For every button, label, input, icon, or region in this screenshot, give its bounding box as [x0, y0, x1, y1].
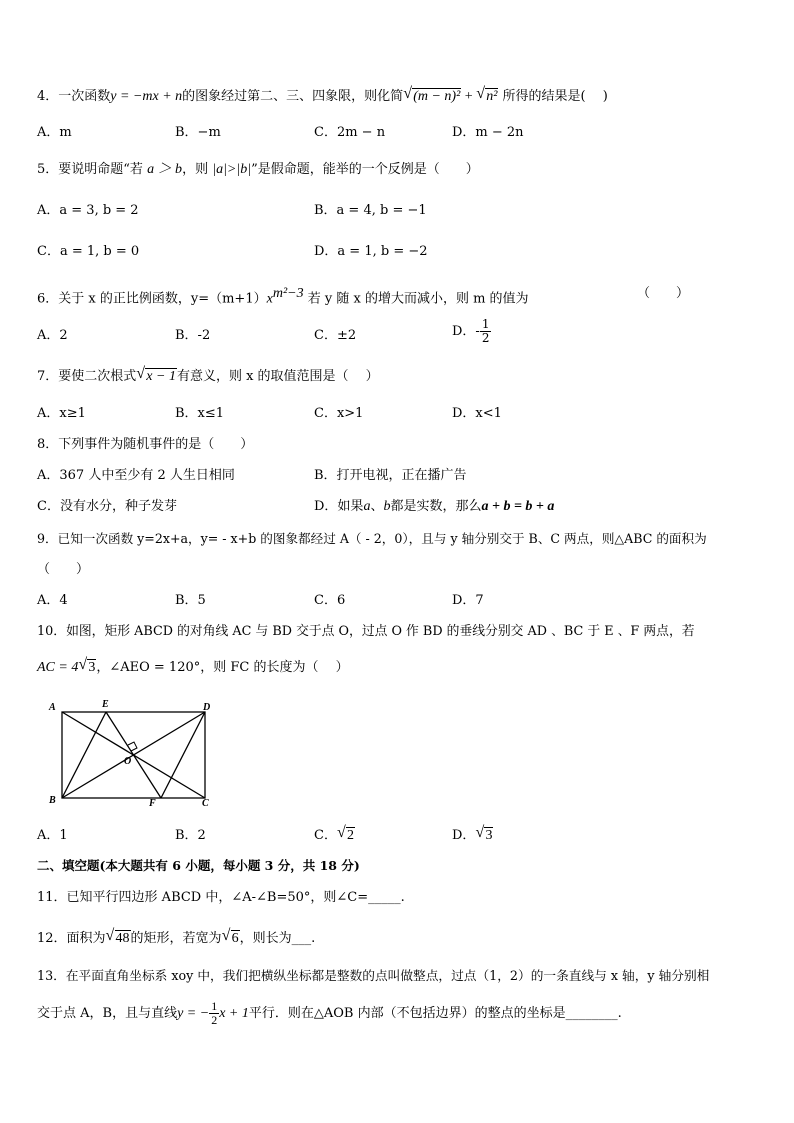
q10-rectangle-figure [40, 698, 220, 813]
q9-option-d: D．7 [452, 593, 484, 608]
label-o: O [124, 756, 132, 767]
q4-option-b: B．−m [175, 125, 221, 140]
q8-stem: 8．下列事件为随机事件的是（ ） [37, 437, 254, 452]
q10-line2-rest: ，∠AEO = 120°，则 FC 的长度为（ ） [96, 660, 349, 675]
q10-option-d-radical: √ 3 [475, 826, 493, 846]
q7-radical: √ x − 1 [136, 367, 177, 387]
q4-stem-c: 所得的结果是( ) [498, 89, 608, 104]
q6-option-d-fraction: $\frac{1}{2}$ [481, 317, 490, 345]
q6-power-exp: m²−3 [272, 286, 304, 301]
label-c: C [202, 798, 209, 809]
q7-option-c: C．x>1 [314, 406, 364, 421]
q8-option-d-sep: 、 [370, 499, 384, 514]
q13-fraction: $\frac{1}{2}$ [211, 999, 218, 1027]
label-b: B [49, 795, 56, 806]
q12-radical2: √ 6 [222, 929, 240, 949]
q6-option-d-label: D．- [452, 324, 480, 339]
q11-text: 11．已知平行四边形 ABCD 中，∠A-∠B=50°，则∠C=_____. [37, 890, 405, 905]
q12-stem-b: 的矩形，若宽为 [130, 931, 222, 946]
section2-title: 二、填空题(本大题共有 6 小题，每小题 3 分，共 18 分) [37, 858, 360, 873]
q6-option-b: B．-2 [175, 328, 211, 343]
q12-stem-a: 12．面积为 [37, 931, 106, 946]
q8-option-d-formula: a + b = b + a [481, 499, 555, 514]
q4-plus: + [461, 89, 477, 104]
q5-option-a: A．a = 3, b = 2 [37, 203, 139, 218]
q5-stem-b: ，则 [182, 162, 209, 177]
label-a: A [49, 702, 56, 713]
q4-radical1: √ (m − n)² [403, 87, 461, 107]
q10-line2-radical: √ 3 [78, 658, 96, 678]
q13-formula-a: y = − [177, 1006, 210, 1021]
q5-option-b: B．a = 4, b = −1 [314, 203, 427, 218]
q13-line2 [37, 1000, 622, 1027]
q4-radical2: √ n² [476, 87, 498, 107]
q10-option-c: C．√ 2 [314, 826, 355, 846]
q9-line1: 9．已知一次函数 y=2x+a，y= - x+b 的图象都经过 A（ - 2，0），且与 y 轴分别交于 B、C 两点，则△ABC 的面积为 [37, 531, 707, 546]
q13-line1: 13．在平面直角坐标系 xoy 中，我们把横纵坐标都是整数的点叫做整点，过点（1，2）的一条直线与 x 轴，y 轴分别相 [37, 968, 710, 983]
q13-line2-a: 交于点 A，B，且与直线 [37, 1006, 178, 1021]
q7-stem-a: 7．要使二次根式 [37, 369, 137, 384]
q9-option-a: A．4 [37, 593, 68, 608]
q4-formula: y = −mx + n [110, 89, 183, 104]
q12-stem-c: ，则长为___. [239, 931, 316, 946]
q9-option-b: B．5 [175, 593, 206, 608]
q4-stem-b: 的图象经过第二、三、四象限，则化简 [182, 89, 404, 104]
q9-option-c: C．6 [314, 593, 346, 608]
q10-option-c-radical: √ 2 [337, 826, 355, 846]
q8-option-d-b: 都是实数，那么 [390, 499, 482, 514]
q5-option-d: D．a = 1, b = −2 [314, 244, 428, 259]
q5-condition: a ＞ b [147, 162, 183, 177]
q6-option-d [452, 318, 491, 345]
q6-option-a: A．2 [37, 328, 68, 343]
q8-option-c: C．没有水分，种子发芽 [37, 499, 177, 514]
segment-ef [106, 712, 161, 798]
q7-stem [37, 367, 379, 387]
q10-line1: 10．如图，矩形 ABCD 的对角线 AC 与 BD 交于点 O，过点 O 作 BD 的垂线分别交 AD 、BC 于 E 、F 两点，若 [37, 624, 695, 639]
q4-option-d: D．m − 2n [452, 125, 524, 140]
q13-formula-b: x + 1 [219, 1006, 249, 1021]
q5-abs: |a|>|b| [212, 162, 252, 177]
q10-option-d: D．√ 3 [452, 826, 493, 846]
q5-stem-c: ”是假命题，能举的一个反例是（ ） [251, 162, 479, 177]
q5-stem [37, 160, 479, 180]
q8-option-d-a: D．如果 [314, 499, 364, 514]
q8-option-d-var2: b [383, 499, 391, 514]
q5-stem-a: 5．要说明命题“若 [37, 162, 143, 177]
q6-stem-b: 若 y 随 x 的增大而减小，则 m 的值为 [307, 291, 529, 307]
q4-option-a: A．m [37, 125, 72, 140]
label-d: D [203, 702, 211, 713]
label-f: F [149, 798, 156, 809]
q6-option-c: C．±2 [314, 328, 357, 343]
q10-option-b: B．2 [175, 828, 206, 843]
q7-option-a: A．x≥1 [37, 406, 86, 421]
q8-option-d [314, 497, 554, 517]
q6-stem [37, 284, 529, 309]
q10-line2-formula: AC = 4 [37, 660, 79, 675]
q4-option-c: C．2m − n [314, 125, 386, 140]
q6-paren: （ ） [637, 286, 690, 301]
q7-option-b: B．x≤1 [175, 406, 225, 421]
q8-option-d-var1: a [363, 499, 371, 514]
q5-option-c: C．a = 1, b = 0 [37, 244, 140, 259]
label-e: E [102, 699, 109, 710]
q9-line2: （ ） [37, 562, 90, 577]
q12-radical1: √ 48 [106, 929, 131, 949]
q4-stem-a: 4．一次函数 [37, 89, 111, 104]
q7-stem-b: 有意义，则 x 的取值范围是（ ） [176, 369, 379, 384]
q6-power-base: x [266, 291, 273, 307]
q10-option-a: A．1 [37, 828, 68, 843]
q13-line2-b: 平行．则在△AOB 内部（不包括边界）的整点的坐标是________. [248, 1006, 622, 1021]
q8-option-b: B．打开电视，正在播广告 [314, 468, 467, 483]
q10-line2 [37, 658, 349, 678]
q4-stem [37, 87, 608, 107]
q12-text [37, 929, 315, 949]
q8-option-a: A．367 人中至少有 2 人生日相同 [37, 468, 235, 483]
q6-stem-a: 6．关于 x 的正比例函数，y=（m+1） [37, 291, 267, 307]
q7-option-d: D．x<1 [452, 406, 502, 421]
